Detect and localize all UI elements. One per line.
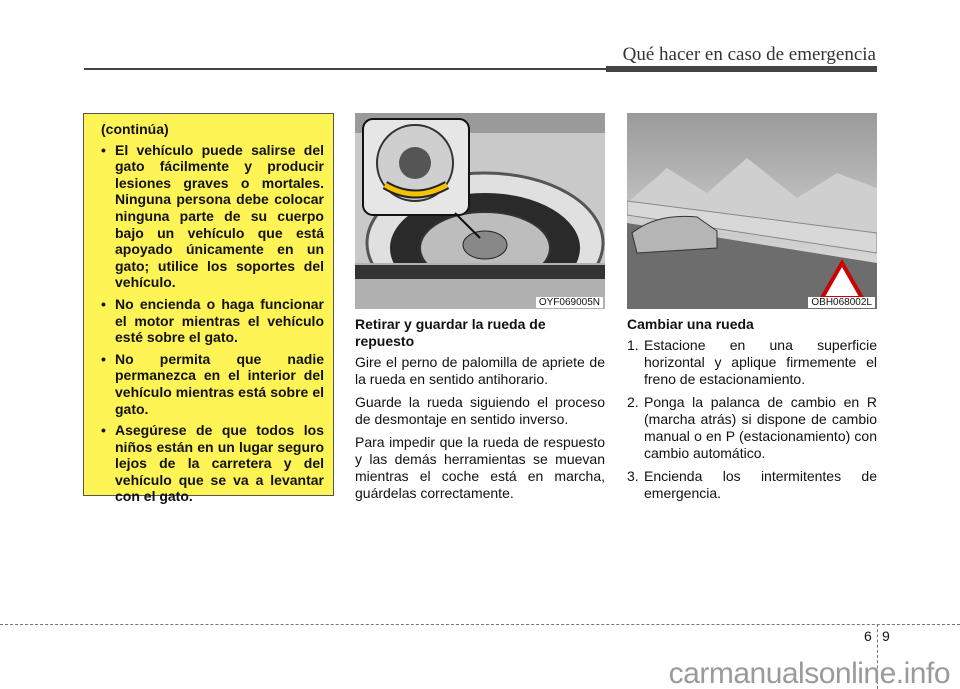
step-text: Encienda los intermitentes de emergencia. (644, 468, 877, 501)
warning-item: • No encienda o haga funcionar el motor mientras el vehículo esté sobre el gato. (101, 296, 324, 346)
continued-label: (continúa) (101, 121, 169, 137)
step-number: 2. (627, 394, 639, 410)
step-item (627, 337, 877, 388)
watermark: carmanualsonline.info (668, 657, 950, 689)
warning-box (83, 113, 334, 505)
spare-wheel-illustration (355, 113, 605, 309)
paragraph: Gire el perno de palomilla de apriete de la rueda en sentido antihorario. (355, 354, 605, 387)
figure-code: OYF069005N (536, 297, 603, 308)
step-item (627, 394, 877, 462)
section-heading: Cambiar una rueda (627, 316, 754, 332)
header-rule-thick (606, 66, 877, 72)
spare-wheel-section (355, 316, 605, 508)
roadside-car-illustration (627, 113, 877, 309)
warning-item: • No permita que nadie permanezca en el interior del vehículo mientras está sobre el gato. (101, 351, 324, 417)
section-title: Qué hacer en caso de emergencia (622, 44, 876, 65)
section-heading: Retirar y guardar la rueda de repuesto (355, 316, 546, 349)
paragraph: Guarde la rueda siguiendo el proceso de desmontaje en sentido inverso. (355, 394, 605, 427)
step-item (627, 468, 877, 502)
footer-rule (0, 624, 960, 625)
warning-item: • El vehículo puede salirse del gato fácilmente y producir lesiones graves o mortales. Ninguna persona debe colocar ninguna parte de su cuerpo bajo un vehículo que está apoyado únicamente en un gato; utilice los soportes del vehículo. (101, 142, 324, 291)
step-text: Ponga la palanca de cambio en R (marcha atrás) si dispone de cambio manual o en P (estacionamiento) con cambio automático. (644, 394, 877, 461)
step-number: 3. (627, 468, 639, 484)
chapter-number: 6 (864, 628, 872, 644)
page-number: 9 (882, 628, 890, 644)
paragraph: Para impedir que la rueda de respuesto y las demás herramientas se muevan mientras el coche está en marcha, guárdelas correctamente. (355, 434, 605, 501)
warning-item: • Asegúrese de que todos los niños están en un lugar seguro lejos de la carretera y del vehículo que se va a levantar con el gato. (101, 422, 324, 505)
change-tire-section (627, 316, 877, 508)
step-number: 1. (627, 337, 639, 353)
figure-code: OBH068002L (808, 297, 875, 308)
step-text: Estacione en una superficie horizontal y aplique firmemente el freno de estacionamiento. (644, 337, 877, 387)
